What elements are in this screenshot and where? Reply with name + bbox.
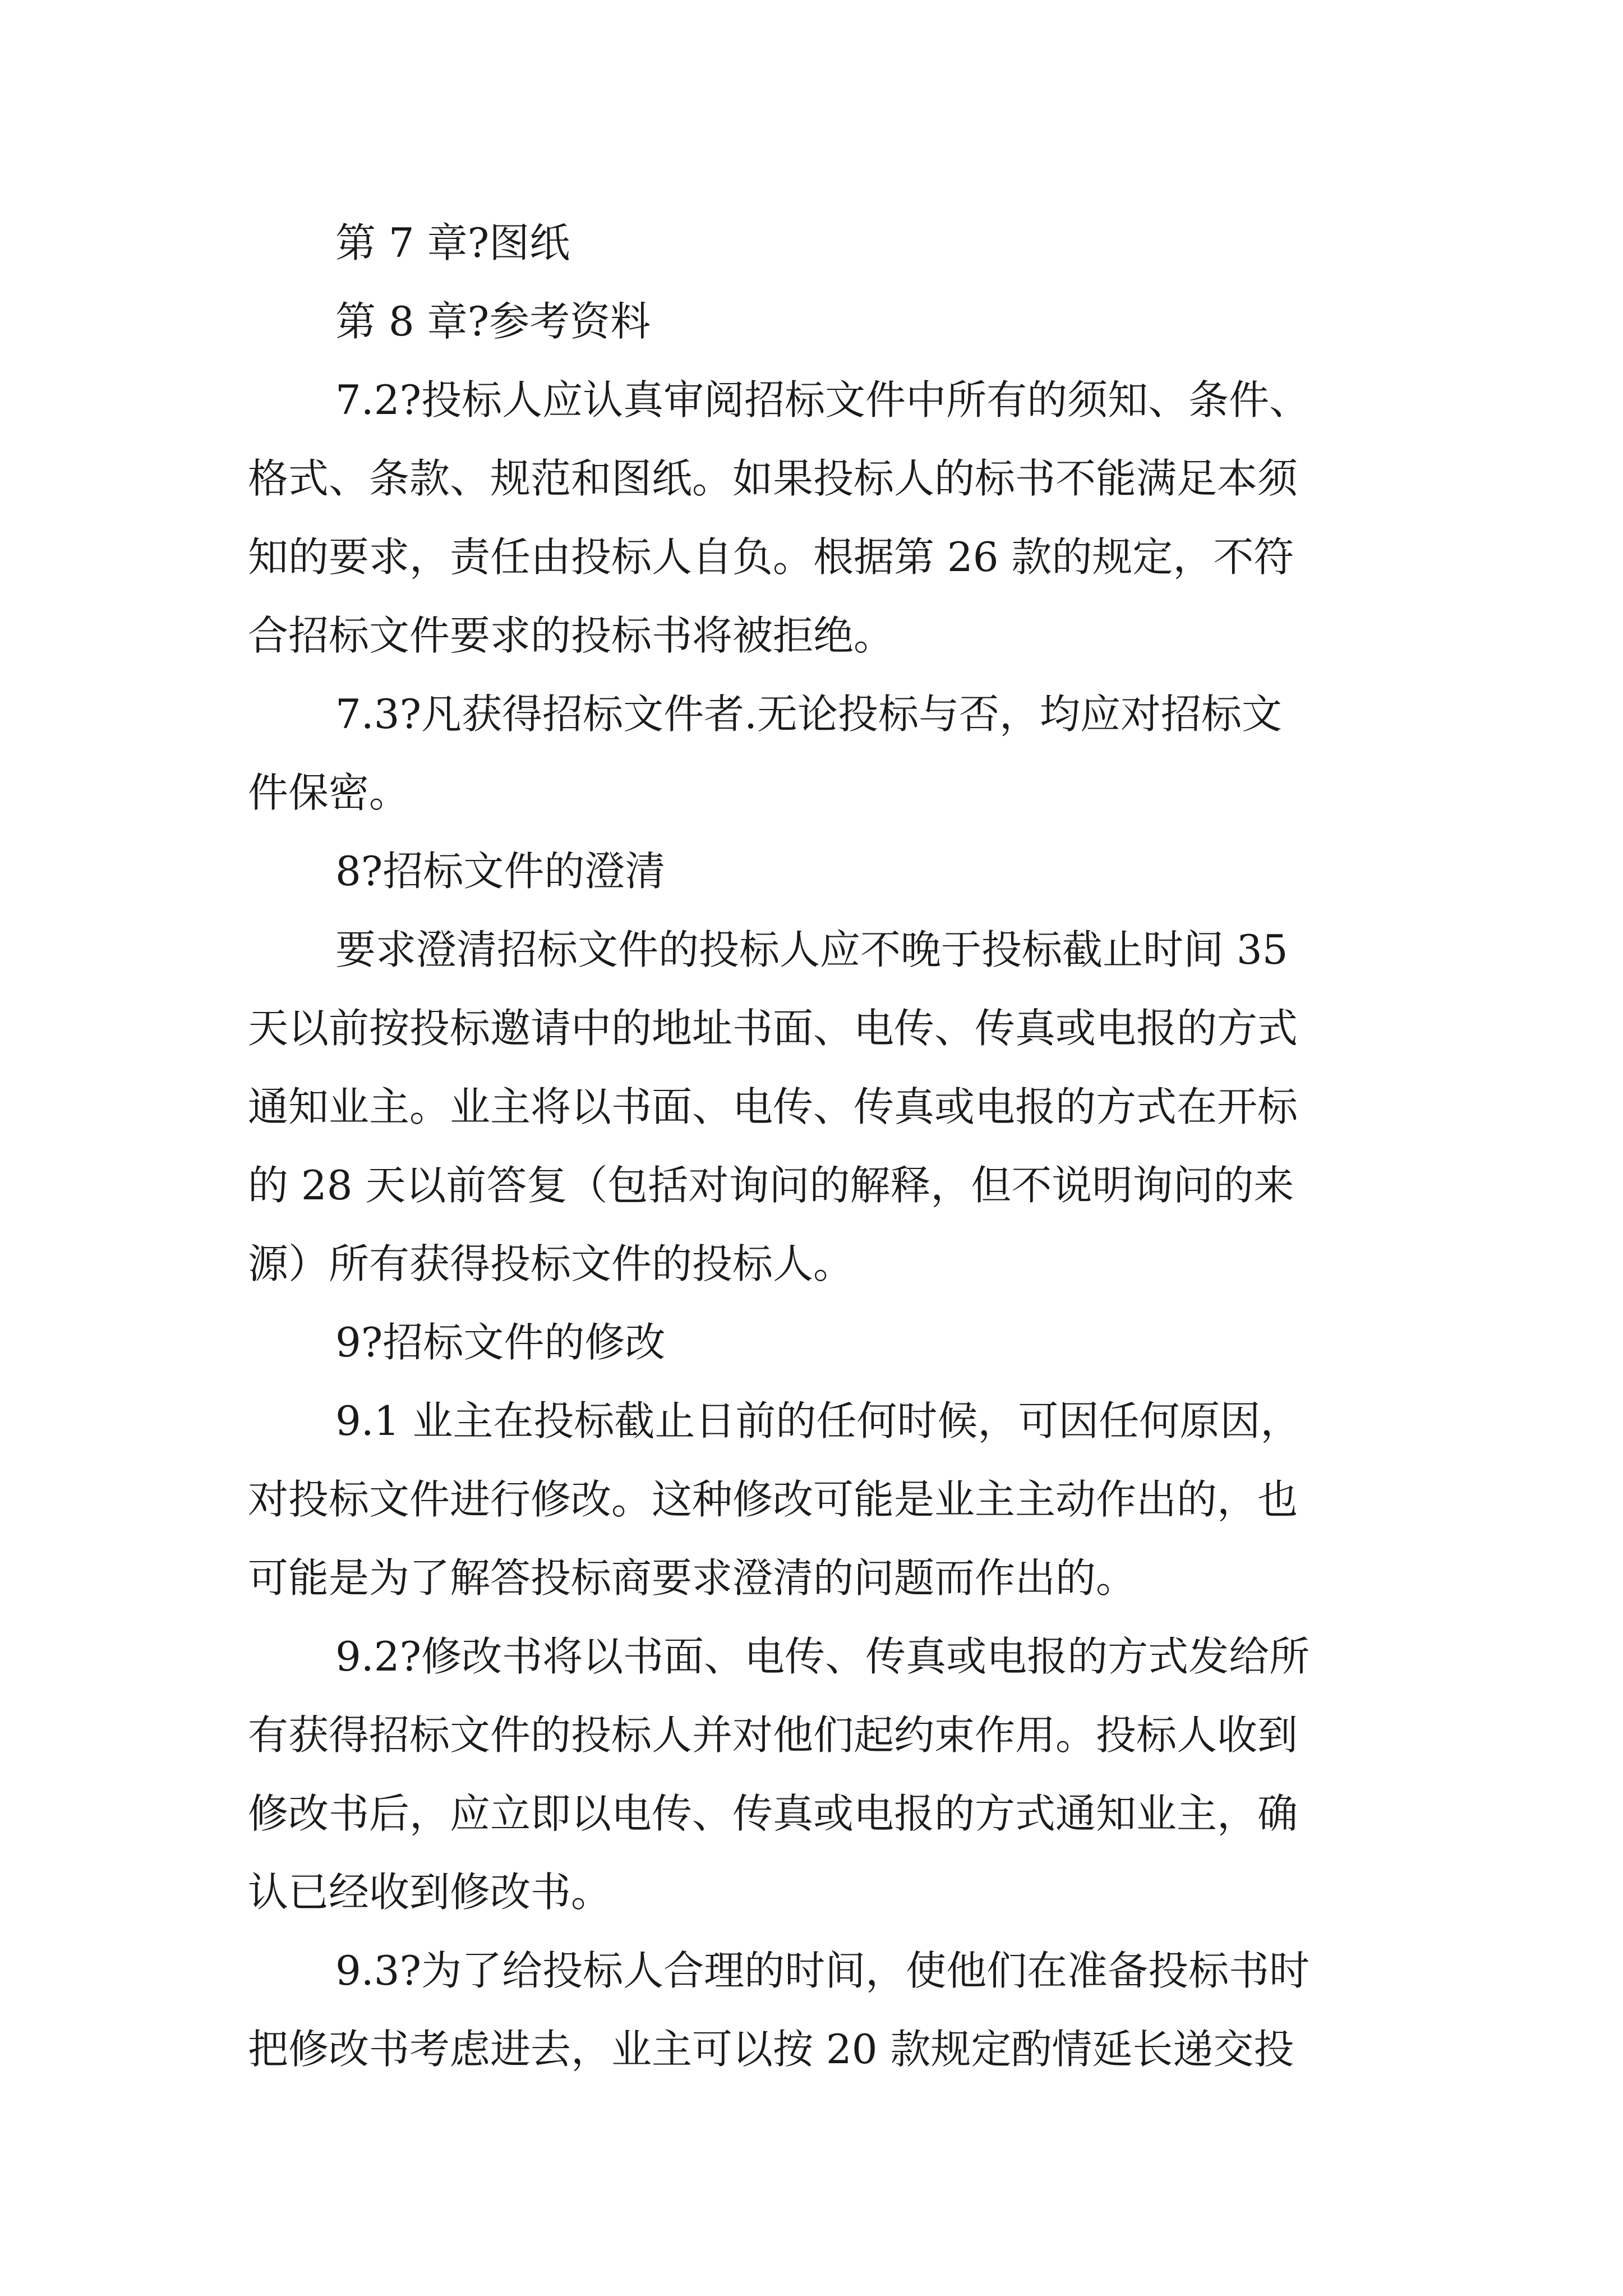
- clause-7-2-line: 7.2?投标人应认真审阅招标文件中所有的须知、条件、: [335, 376, 1310, 424]
- clause-9-1-line: 对投标文件进行修改。这种修改可能是业主主动作出的，也: [248, 1476, 1298, 1523]
- clause-7-2-line: 合招标文件要求的投标书将被拒绝。: [248, 612, 895, 659]
- clause-9-3-line: 9.3?为了给投标人合理的时间，使他们在准备投标书时: [335, 1947, 1310, 1994]
- clause-9-2-line: 9.2?修改书将以书面、电传、传真或电报的方式发给所: [335, 1633, 1310, 1680]
- section-8-paragraph-line: 通知业主。业主将以书面、电传、传真或电报的方式在开标: [248, 1083, 1298, 1130]
- clause-9-1-line: 可能是为了解答投标商要求澄清的问题而作出的。: [248, 1554, 1137, 1602]
- section-8-paragraph-line: 天以前按投标邀请中的地址书面、电传、传真或电报的方式: [248, 1005, 1298, 1052]
- section-8-heading: 8?招标文件的澄清: [335, 848, 666, 895]
- clause-7-2-line: 知的要求，责任由投标人自负。根据第 26 款的规定，不符: [248, 533, 1294, 581]
- chapter-8-heading: 第 8 章?参考资料: [335, 298, 651, 345]
- clause-7-3-line: 7.3?凡获得招标文件者.无论投标与否，均应对招标文: [335, 691, 1282, 738]
- clause-9-1-line: 9.1 业主在投标截止日前的任何时候，可因任何原因，: [335, 1397, 1301, 1444]
- section-8-paragraph-line: 源）所有获得投标文件的投标人。: [248, 1240, 854, 1287]
- clause-9-2-line: 有获得招标文件的投标人并对他们起约束作用。投标人收到: [248, 1711, 1298, 1759]
- clause-9-3-line: 把修改书考虑进去，业主可以按 20 款规定酌情延长递交投: [248, 2026, 1294, 2073]
- clause-9-2-line: 修改书后，应立即以电传、传真或电报的方式通知业主，确: [248, 1790, 1298, 1837]
- clause-9-2-line: 认已经收到修改书。: [248, 1869, 612, 1916]
- section-9-heading: 9?招标文件的修改: [335, 1319, 666, 1366]
- clause-7-2-line: 格式、条款、规范和图纸。如果投标人的标书不能满足本须: [248, 455, 1298, 502]
- section-8-paragraph-line: 的 28 天以前答复（包括对询问的解释，但不说明询问的来: [248, 1162, 1294, 1209]
- section-8-paragraph-line: 要求澄清招标文件的投标人应不晚于投标截止时间 35: [335, 926, 1288, 973]
- chapter-7-heading: 第 7 章?图纸: [335, 219, 570, 266]
- clause-7-3-line: 件保密。: [248, 769, 410, 816]
